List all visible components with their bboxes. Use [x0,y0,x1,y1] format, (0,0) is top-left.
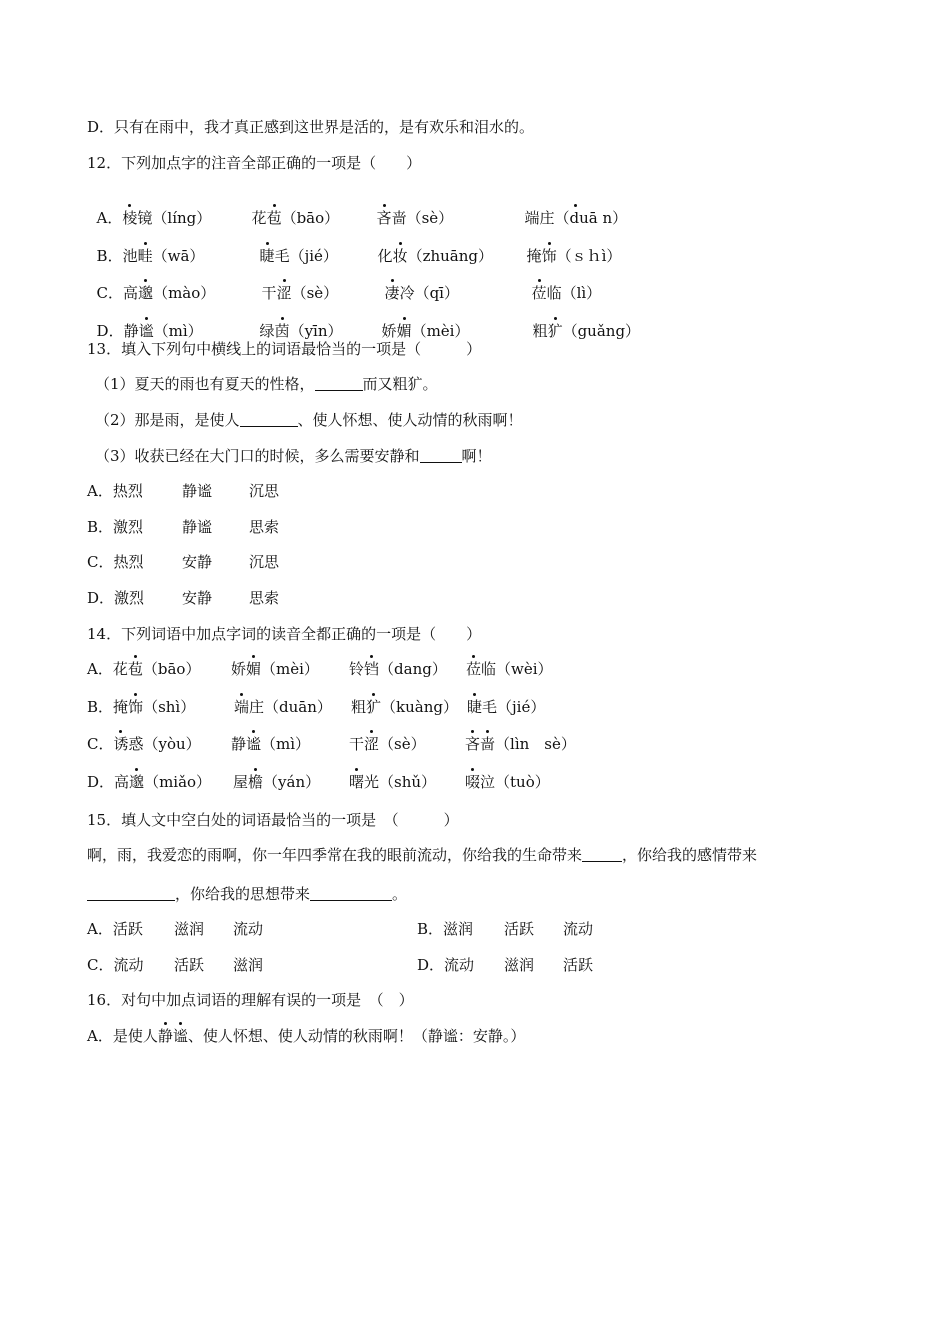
q12-option-c[interactable]: C．高邈（mào） [96,284,216,302]
q13-option-c-w2: 安静 [182,553,213,571]
q13-option-d-w3: 思索 [249,589,280,607]
q13-sentence-3: （3）收获已经在大门口的时候，多么需要安静和 啊！ [95,447,492,465]
dotted-char: 静 [157,1027,173,1045]
q14-option-b-w2: 端庄（duān） [234,698,332,716]
q14-option-b-w4: 睫毛（jié） [467,698,546,716]
dotted-char: 谧 [172,1027,188,1045]
dotted-char: 吝 [376,209,392,227]
q14-stem: 14．下列词语中加点字词的读音全都正确的一项是（ ） [87,625,482,643]
dotted-char: 苞 [266,209,282,227]
q13-option-b-w2: 静谧 [182,518,213,536]
dotted-char: 饰 [541,247,557,265]
q14-option-a[interactable]: A．花苞（bāo） [87,660,201,678]
dotted-char: 莅 [466,660,482,678]
blank-2 [240,412,298,427]
q15-option-a-w3: 流动 [233,920,264,938]
dotted-char: 端庄（duā n） [524,209,628,227]
q12-option-b-word3: 化妆（zhuāng） [377,247,494,265]
q16-stem: 16．对句中加点词语的理解有误的一项是 （ ） [87,991,414,1009]
dotted-char: 睫 [259,247,275,265]
q15-option-b-w2: 活跃 [504,920,535,938]
q12-stem: 12．下列加点字的注音全部正确的一项是（ ） [87,154,422,172]
blank-3 [420,448,462,463]
q12-option-a[interactable]: A．棱镜（líng） [96,209,212,227]
dotted-char: 茵 [274,322,290,340]
dotted-char: 睫 [467,698,483,716]
q14-option-b-w3: 粗犷（kuàng） [351,698,458,716]
q12-option-d-word4: 粗犷（guǎng） [532,322,641,340]
q12-option-a-word2: 花苞（bāo） [251,209,340,227]
dotted-char: 啜 [465,773,481,791]
q15-option-b[interactable]: B．滋润 [417,920,474,938]
dotted-char: 谧 [246,735,262,753]
q15-option-d-w2: 滋润 [504,956,535,974]
q15-passage-line-2: ，你给我的思想带来 。 [87,884,407,904]
q14-option-a-w3: 铃铛（dang） [349,660,447,678]
dotted-char: 涩 [364,735,380,753]
q12-option-c-word3: 凄冷（qī） [384,284,459,302]
q13-option-d[interactable]: D．激烈 [87,589,145,607]
q13-option-c[interactable]: C．热烈 [87,553,144,571]
q14-option-d-w3: 曙光（shǔ） [349,773,437,791]
q15-option-d[interactable]: D．流动 [417,956,475,974]
q12-option-b-word2: 睫毛（jié） [259,247,338,265]
q15-option-a-w2: 滋润 [174,920,205,938]
q13-option-a-w3: 沉思 [249,482,280,500]
q12-option-c-word4: 莅临（lì） [531,284,602,302]
dotted-char: 铛 [364,660,380,678]
q13-option-b-w3: 思索 [249,518,280,536]
q15-option-a[interactable]: A．活跃 [87,920,143,938]
q14-option-c-w2: 静谧（mì） [231,735,311,753]
q14-option-c[interactable]: C．诱惑（yòu） [87,735,201,753]
q13-sentence-2: （2）那是雨，是使人 、使人怀想、使人动情的秋雨啊！ [95,411,523,429]
dotted-char: 犷 [547,322,563,340]
dotted-char: 棱 [122,209,138,227]
q13-stem: 13．填入下列句中横线上的词语最恰当的一项是（ ） [87,340,482,358]
q14-option-b[interactable]: B．掩饰（shì） [87,698,196,716]
dotted-char: 饰 [128,698,144,716]
dotted-char: 涩 [276,284,292,302]
q14-option-a-w2: 娇媚（mèi） [231,660,319,678]
dotted-char: 苞 [127,660,143,678]
dotted-char: 檐 [248,773,264,791]
q15-option-c-w3: 滋润 [233,956,264,974]
dotted-char: 邈 [129,773,145,791]
q13-sentence-1: （1）夏天的雨也有夏天的性格， 而又粗犷。 [95,375,438,393]
q12-option-b-word4: 掩饰（ｓｈì） [526,247,622,265]
q13-option-d-w2: 安静 [182,589,213,607]
q12-option-d-word3: 娇媚（mèi） [381,322,470,340]
q12-option-d[interactable]: D．静谧（mì） [96,322,203,340]
dotted-char: 犷 [366,698,382,716]
q14-option-d-w4: 啜泣（tuò） [465,773,550,791]
dotted-char: 啬 [480,735,496,753]
q16-option-a[interactable]: A．是使人静谧、使人怀想、使人动情的秋雨啊！（静谧：安静。） [87,1027,526,1045]
q15-stem: 15．填人文中空白处的词语最恰当的一项是 （ ） [87,811,459,829]
q13-option-b[interactable]: B．激烈 [87,518,144,536]
dotted-char: 邈 [138,284,154,302]
q14-option-d[interactable]: D．高邈（miǎo） [87,773,212,791]
q13-option-a[interactable]: A．热烈 [87,482,143,500]
q11-option-d: D．只有在雨中，我才真正感到这世界是活的，是有欢乐和泪水的。 [87,118,535,136]
q13-option-c-w3: 沉思 [249,553,280,571]
dotted-char: 吝 [465,735,481,753]
dotted-char: 莅 [531,284,547,302]
dotted-char: 畦 [137,247,153,265]
blank-1 [582,847,622,862]
dotted-char: 媚 [396,322,412,340]
q12-option-b[interactable]: B．池畦（wā） [96,247,205,265]
dotted-char: 谧 [138,322,154,340]
blank-3 [310,886,392,901]
dotted-char: 曙 [349,773,365,791]
q15-option-c-w2: 活跃 [174,956,205,974]
q15-passage-line-1: 啊，雨，我爱恋的雨啊，你一年四季常在我的眼前流动，你给我的生命带来 ，你给我的感情带来 [87,846,758,864]
q12-option-a-word4 [515,188,627,228]
q15-option-d-w3: 活跃 [563,956,594,974]
dotted-char: 诱 [113,735,129,753]
dotted-char: 妆 [392,247,408,265]
blank-1 [315,376,363,391]
dotted-char: 凄 [384,284,400,302]
q14-option-c-w3: 干涩（sè） [349,735,426,753]
q12-option-a-word3: 吝啬（sè） [376,209,454,227]
q12-option-c-word2: 干涩（sè） [261,284,339,302]
q14-option-a-w4: 莅临（wèi） [466,660,553,678]
q15-option-c[interactable]: C．流动 [87,956,144,974]
blank-2 [87,886,175,901]
q14-option-d-w2: 屋檐（yán） [233,773,321,791]
q12-option-d-word2: 绿茵（yīn） [259,322,343,340]
dotted-char: 端 [234,698,250,716]
q13-option-a-w2: 静谧 [182,482,213,500]
dotted-char: 媚 [246,660,262,678]
q15-option-b-w3: 流动 [563,920,594,938]
q14-option-c-w4: 吝啬（lìn sè） [465,735,576,753]
